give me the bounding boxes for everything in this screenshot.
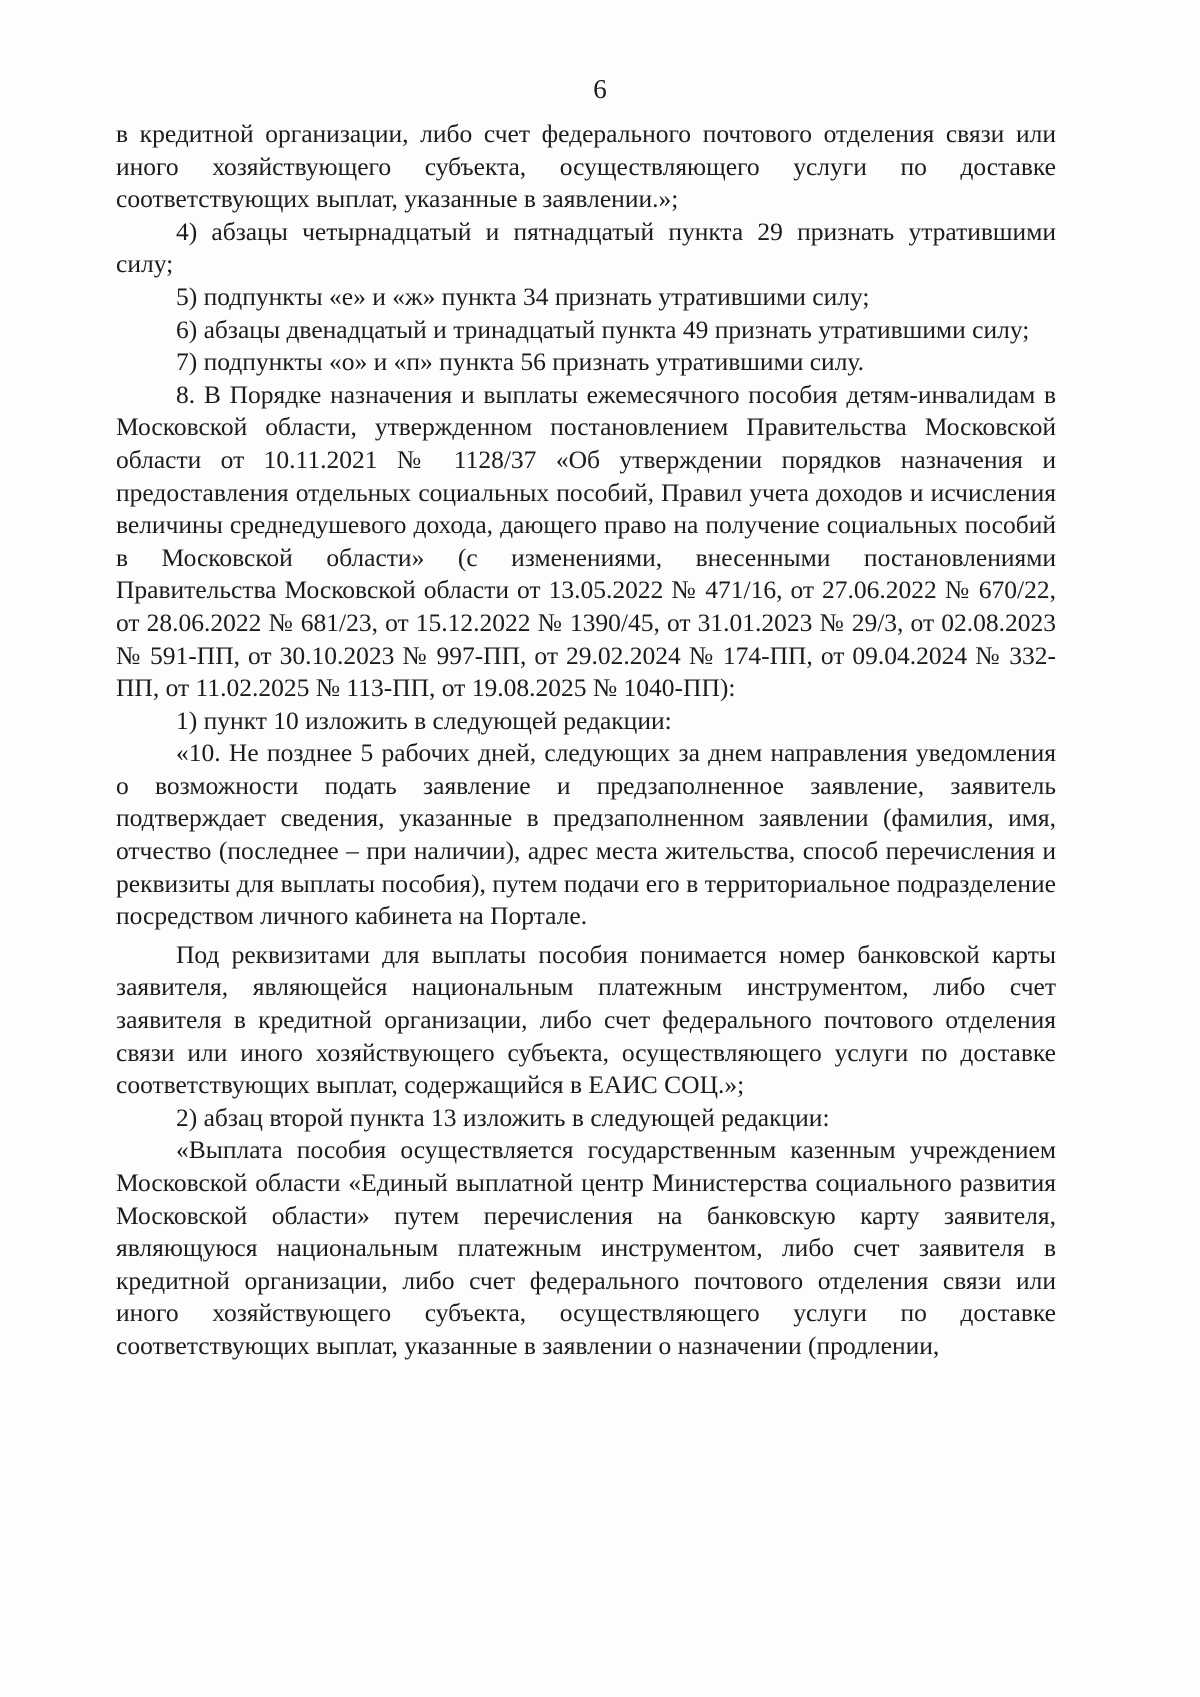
- paragraph-item-6: 6) абзацы двенадцатый и тринадцатый пункта 49 признать утратившими силу;: [176, 314, 1030, 344]
- paragraph-item-7: 7) подпункты «о» и «п» пункта 56 признать утратившими силу.: [176, 347, 865, 377]
- page-number: 6: [593, 74, 607, 104]
- paragraph-item-5: 5) подпункты «е» и «ж» пункта 34 признать утратившими силу;: [176, 281, 870, 311]
- paragraph-item-4: 4) абзацы четырнадцатый и пятнадцатый пункта 29 признать утратившими силу;: [116, 216, 1056, 279]
- document-body: [116, 118, 1056, 1363]
- paragraph-subitem-2: 2) абзац второй пункта 13 изложить в следующей редакции:: [176, 1102, 830, 1132]
- paragraph-continuation: в кредитной организации, либо счет федерального почтового отделения связи или иного хозяйствующего субъекта, осуществляющего услуги по доставке соответствующих выплат, указанные в заявлении.»;: [116, 119, 1056, 214]
- paragraph-subitem-1: 1) пункт 10 изложить в следующей редакции:: [176, 705, 672, 735]
- paragraph-clause-10: «10. Не позднее 5 рабочих дней, следующих за днем направления уведомления о возможности подать заявление и предзаполненное заявление, заявитель подтверждает сведения, указанные в предзаполненном заявлении (фамилия, имя, отчество (последнее – при наличии), адрес места жительства, способ перечисления и реквизиты для выплаты пособия), путем подачи его в территориальное подразделение посредством личного кабинета на Портале.: [116, 738, 1056, 931]
- paragraph-payment: «Выплата пособия осуществляется государственным казенным учреждением Московской области «Единый выплатной центр Министерства социального развития Московской области» путем перечисления на банковскую карту заявителя, являющуюся национальным платежным инструментом, либо счет заявителя в кредитной организации, либо счет федерального почтового отделения связи или иного хозяйствующего субъекта, осуществляющего услуги по доставке соответствующих выплат, указанные в заявлении о назначении (продлении,: [116, 1135, 1056, 1360]
- paragraph-requisites: Под реквизитами для выплаты пособия понимается номер банковской карты заявителя, являющейся национальным платежным инструментом, либо счет заявителя в кредитной организации, либо счет федерального почтового отделения связи или иного хозяйствующего субъекта, осуществляющего услуги по доставке соответствующих выплат, содержащийся в ЕАИС СОЦ.»;: [116, 939, 1056, 1100]
- paragraph-section-8: 8. В Порядке назначения и выплаты ежемесячного пособия детям-инвалидам в Московской области, утвержденном постановлением Правительства Московской области от 10.11.2021 № 1128/37 «Об утверждении порядков назначения и предоставления отдельных социальных пособий, Правил учета доходов и исчисления величины среднедушевого дохода, дающего право на получение социальных пособий в Московской области» (с изменениями, внесенными постановлениями Правительства Московской области от 13.05.2022 № 471/16, от 27.06.2022 № 670/22, от 28.06.2022 № 681/23, от 15.12.2022 № 1390/45, от 31.01.2023 № 29/3, от 02.08.2023 № 591-ПП, от 30.10.2023 № 997-ПП, от 29.02.2024 № 174-ПП, от 09.04.2024 № 332-ПП, от 11.02.2025 № 113-ПП, от 19.08.2025 № 1040-ПП):: [116, 379, 1056, 703]
